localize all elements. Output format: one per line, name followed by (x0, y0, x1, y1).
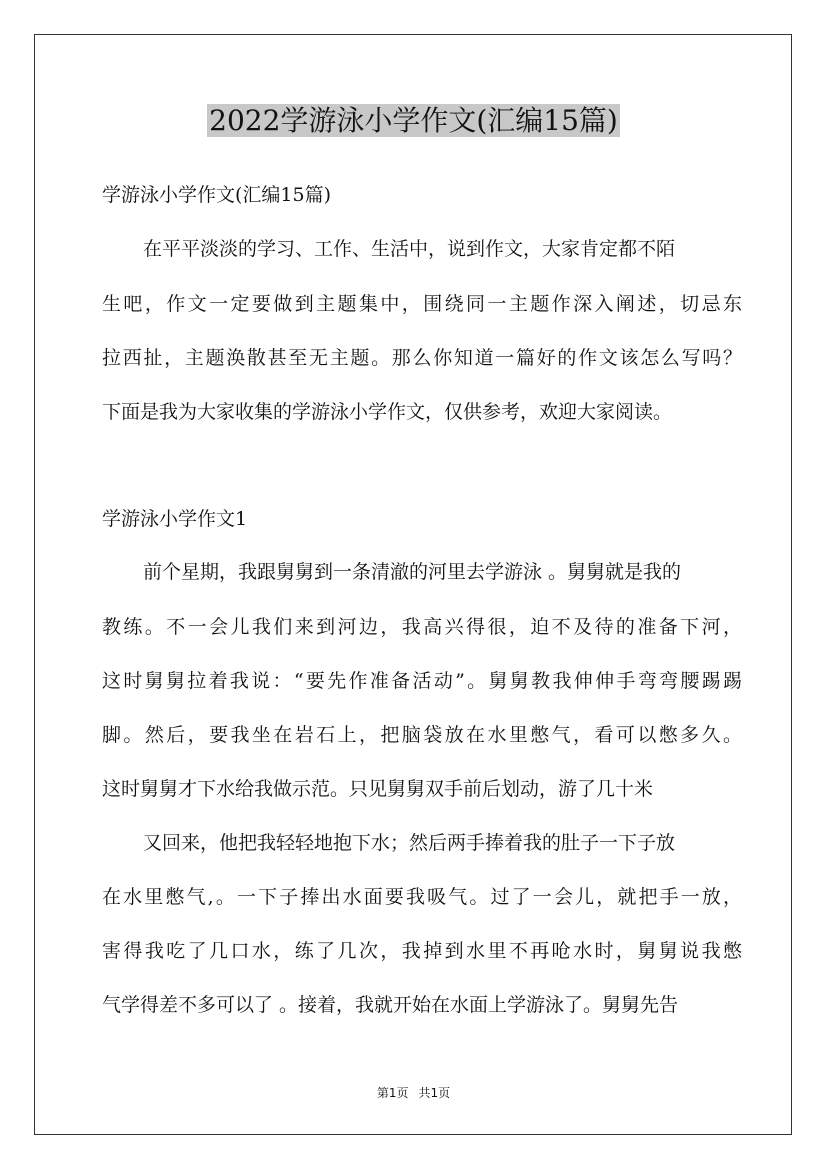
essay-line-1: 前个星期，我跟舅舅到一条清澈的河里去学游泳 。舅舅就是我的 (143, 561, 682, 583)
essay-line-4: 脚。然后，要我坐在岩石上，把脑袋放在水里憋气，看可以憋多久。 (102, 724, 742, 746)
section-heading: 学游泳小学作文1 (102, 508, 248, 530)
document-subtitle: 学游泳小学作文(汇编15篇) (102, 184, 332, 206)
intro-line-1: 在平平淡淡的学习、工作、生活中，说到作文，大家肯定都不陌 (143, 238, 676, 260)
page-number-label: 第1页 (376, 1086, 409, 1100)
essay-line-6: 又回来，他把我轻轻地抱下水；然后两手捧着我的肚子一下子放 (143, 832, 676, 854)
page-total-label: 共1页 (418, 1086, 451, 1100)
intro-line-2: 生吧，作文一定要做到主题集中，围绕同一主题作深入阐述，切忌东 (102, 293, 742, 315)
intro-line-3: 拉西扯，主题涣散甚至无主题。那么你知道一篇好的作文该怎么写吗？ (102, 347, 742, 369)
intro-line-4: 下面是我为大家收集的学游泳小学作文，仅供参考，欢迎大家阅读。 (102, 401, 673, 423)
essay-line-7: 在水里憋气,。一下子捧出水面要我吸气。过了一会儿，就把手一放， (102, 886, 742, 908)
document-title (0, 98, 827, 144)
essay-line-2: 教练。不一会儿我们来到河边，我高兴得很，迫不及待的准备下河， (102, 616, 742, 638)
document-title-text: 2022学游泳小学作文(汇编15篇) (209, 104, 618, 137)
essay-line-5: 这时舅舅才下水给我做示范。只见舅舅双手前后划动，游了几十米 (102, 778, 654, 800)
essay-line-3: 这时舅舅拉着我说：“要先作准备活动”。舅舅教我伸伸手弯弯腰踢踢 (102, 670, 742, 692)
page-footer (0, 1085, 827, 1101)
essay-line-8: 害得我吃了几口水，练了几次，我掉到水里不再呛水时，舅舅说我憋 (102, 940, 742, 962)
essay-line-9: 气学得差不多可以了 。接着，我就开始在水面上学游泳了。舅舅先告 (102, 994, 679, 1016)
